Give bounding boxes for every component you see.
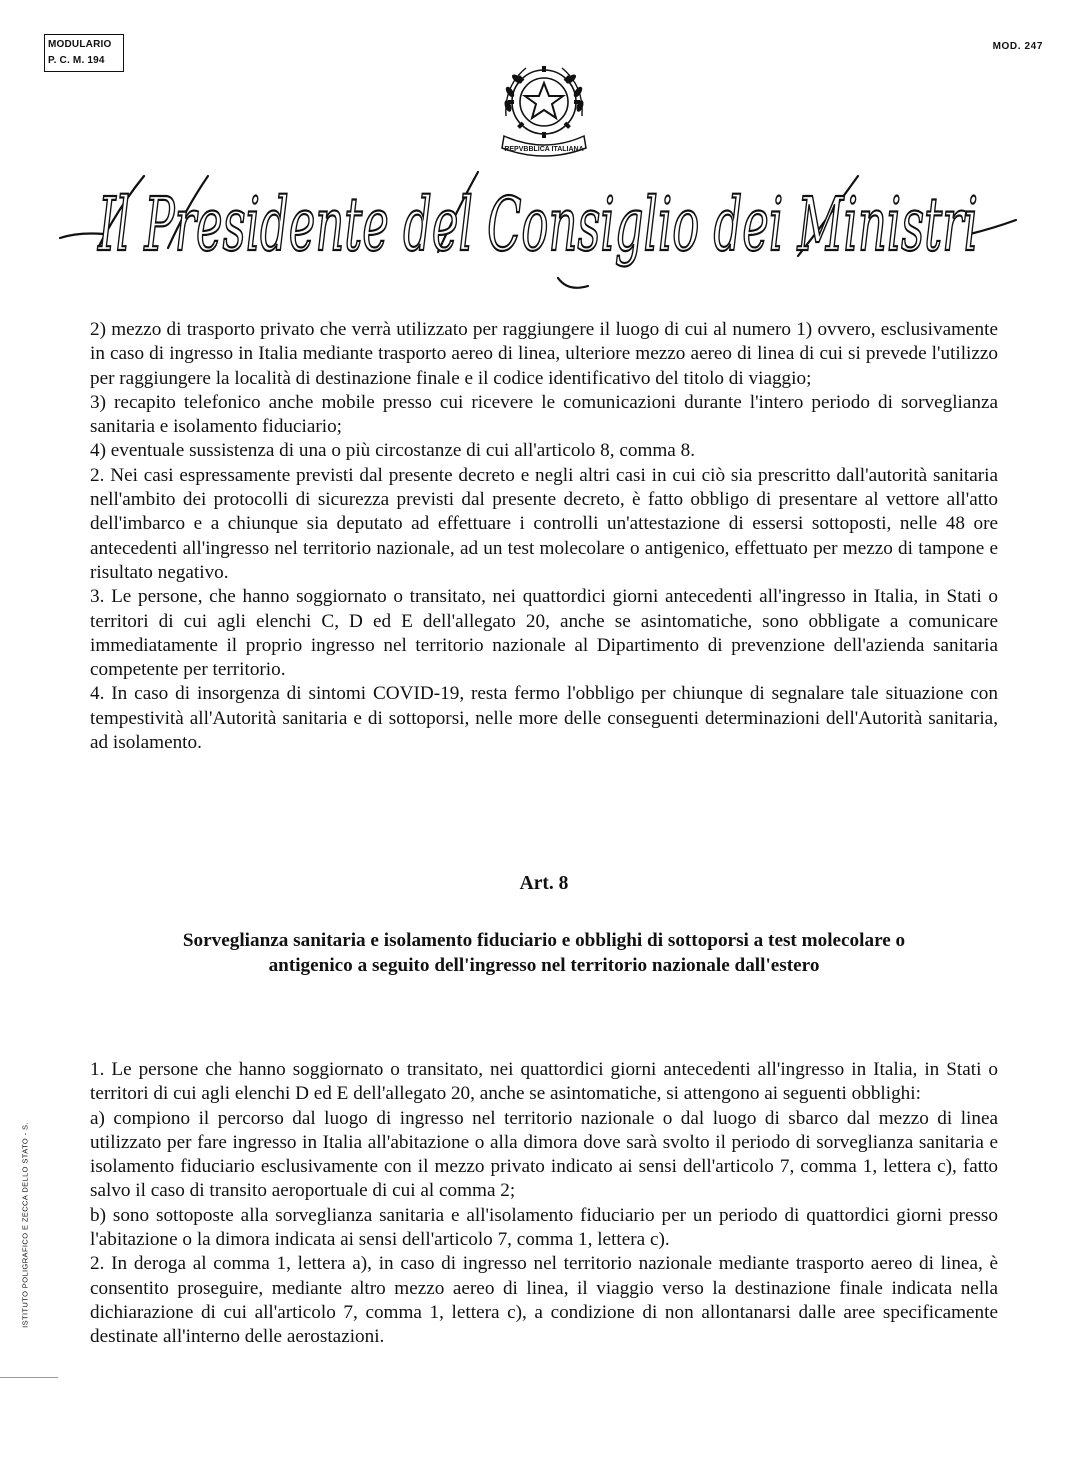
script-title bbox=[58, 168, 1018, 298]
printer-imprint bbox=[15, 1110, 35, 1340]
paragraph: 3. Le persone, che hanno soggiornato o transitato, nei quattordici giorni antecedenti all'ingresso in Italia, in Stati o territori di cui agli elenchi C, D ed E dell'allegato 20, anche se asintomatiche, sono obbligate a comunicare immediatamente il proprio ingresso nel territorio nazionale al Dipartimento di prevenzione dell'azienda sanitaria competente per territorio. bbox=[90, 586, 998, 681]
paragraph: a) compiono il percorso dal luogo di ingresso nel territorio nazionale o dal luogo di sbarco dal mezzo di linea utilizzato per fare ingresso in Italia all'abitazione o alla dimora dove sarà svolto il periodo di sorveglianza sanitaria e isolamento fiduciario esclusivamente con il mezzo privato indicato ai sensi dell'articolo 7, comma 1, lettera c), fatto salvo il caso di transito aeroportuale di cui al comma 2; bbox=[90, 1107, 998, 1202]
paragraph: 4. In caso di insorgenza di sintomi COVID-19, resta fermo l'obbligo per chiunque di segnalare tale situazione con tempestività all'Autorità sanitaria e di sottoporsi, nelle more delle conseguenti determinazioni dell'Autorità sanitaria, ad isolamento. bbox=[90, 683, 998, 754]
paragraph: 3) recapito telefonico anche mobile presso cui ricevere le comunicazioni durante l'intero periodo di sorveglianza sanitaria e isolamento fiduciario; bbox=[90, 391, 998, 438]
paragraph: 1. Le persone che hanno soggiornato o transitato, nei quattordici giorni antecedenti all'ingresso in Italia, in Stati o territori di cui agli elenchi D ed E dell'allegato 20, anche se asintomatiche, si attengono ai seguenti obblighi: bbox=[90, 1059, 998, 1105]
article-subtitle bbox=[90, 928, 998, 978]
svg-text:REPVBBLICA ITALIANA: REPVBBLICA ITALIANA bbox=[504, 146, 584, 153]
article-8-text bbox=[90, 1058, 998, 1350]
republic-emblem-icon bbox=[496, 56, 592, 162]
form-label-line1: MODULARIO bbox=[48, 39, 112, 50]
paragraph: 4) eventuale sussistenza di una o più circostanze di cui all'articolo 8, comma 8. bbox=[90, 440, 696, 462]
paragraph: 2) mezzo di trasporto privato che verrà utilizzato per raggiungere il luogo di cui al numero 1) ovvero, esclusivamente in caso di ingresso in Italia mediante trasporto aereo di linea, ulteriore mezzo aereo di linea di cui si prevede l'utilizzo per raggiungere la località di destinazione finale e il codice identificativo del titolo di viaggio; bbox=[90, 319, 998, 389]
form-label-line2: P. C. M. 194 bbox=[48, 55, 105, 66]
mod-code: MOD. 247 bbox=[992, 41, 1043, 52]
paragraph: 2. Nei casi espressamente previsti dal presente decreto e negli altri casi in cui ciò sia prescritto dall'autorità sanitaria nell'ambito dei protocolli di sicurezza previsti dal presente decreto, è fatto obbligo di presentare al vettore all'atto dell'imbarco e a chiunque sia deputato ad effettuare i controlli un'attestazione di essersi sottoposti, nelle 48 ore antecedenti all'ingresso nel territorio nazionale, ad un test molecolare o antigenico, effettuato per mezzo di tampone e risultato negativo. bbox=[90, 464, 998, 583]
continued-article-text bbox=[90, 318, 998, 755]
paragraph: 2. In deroga al comma 1, lettera a), in caso di ingresso nel territorio nazionale mediante trasporto aereo di linea, è consentito proseguire, mediante altro mezzo aereo di linea, il viaggio verso la destinazione finale indicata nella dichiarazione di cui all'articolo 7, comma 1, lettera c), a condizione di non allontanarsi dalle aree specificamente destinate all'interno delle aerostazioni. bbox=[90, 1253, 998, 1348]
article-subtitle-line2: antigenico a seguito dell'ingresso nel territorio nazionale dall'estero bbox=[268, 955, 820, 976]
script-title-text: Il Presidente del Consiglio dei Ministri bbox=[96, 182, 979, 268]
printer-imprint-text: ISTITUTO POLIGRAFICO E ZECCA DELLO STATO - S. bbox=[20, 1122, 30, 1328]
footer-rule bbox=[0, 1377, 58, 1378]
article-heading: Art. 8 bbox=[519, 873, 569, 894]
form-label-box bbox=[44, 34, 124, 72]
paragraph: b) sono sottoposte alla sorveglianza sanitaria e all'isolamento fiduciario per un periodo di quattordici giorni presso l'abitazione o la dimora indicata ai sensi dell'articolo 7, comma 1, lettera c). bbox=[90, 1204, 998, 1251]
article-subtitle-line1: Sorveglianza sanitaria e isolamento fiduciario e obblighi di sottoporsi a test molecolare o bbox=[182, 930, 906, 951]
